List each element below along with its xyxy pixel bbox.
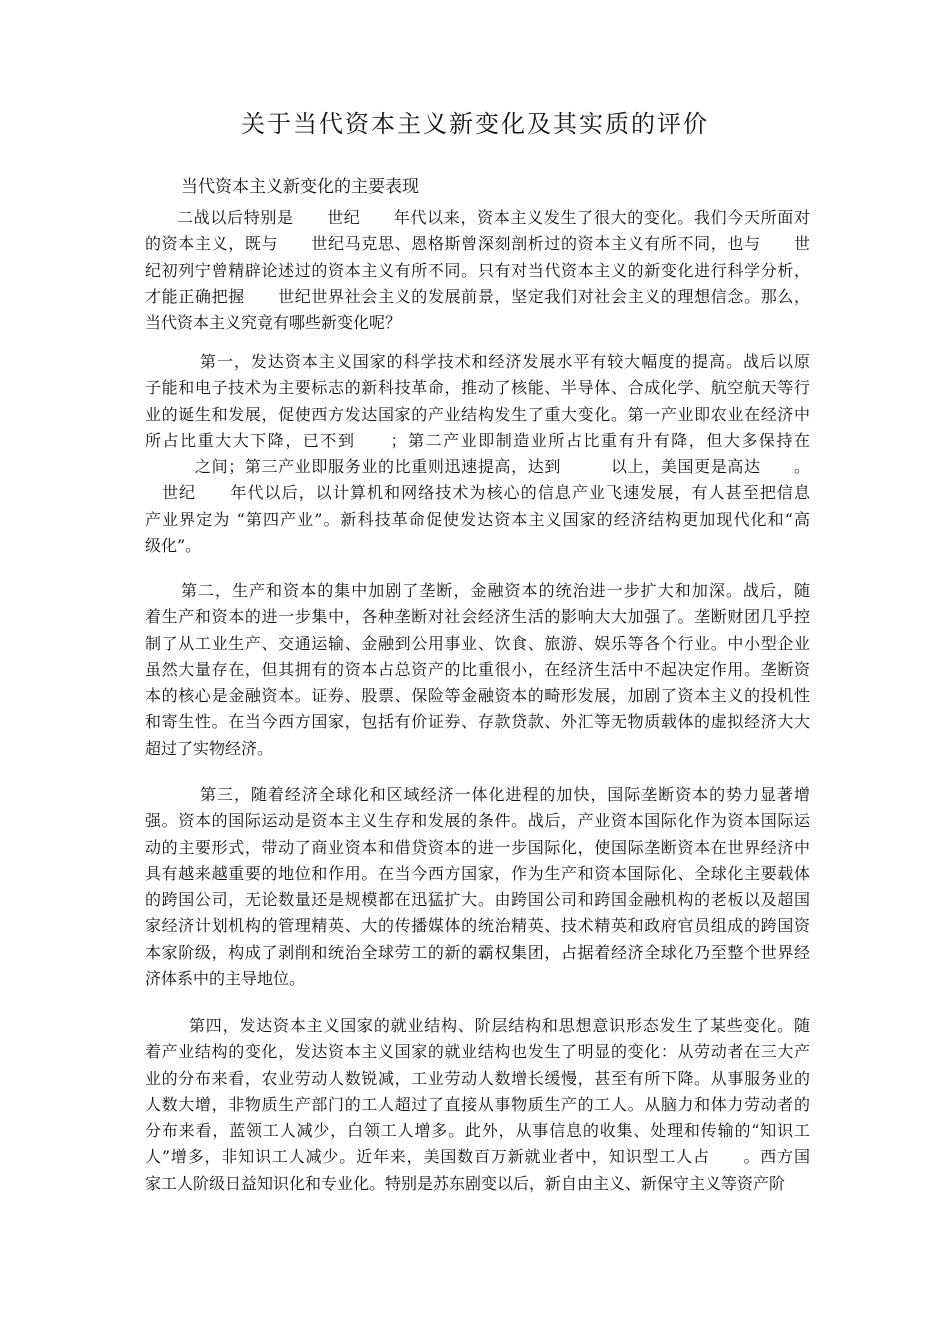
text-line: 动的主要形式，带动了商业资本和借贷资本的进一步国际化，使国际垄断资本在世界经济中 [145, 837, 810, 857]
text-line: 第二，生产和资本的集中加剧了垄断，金融资本的统治进一步扩大和加深。战后，随 [181, 581, 810, 600]
paragraph-5 [145, 1013, 810, 1197]
text-line: 世纪 年代以后，以计算机和网络技术为核心的信息产业飞速发展，有人甚至把信息 [145, 483, 810, 503]
text-line: 业的分布来看，农业劳动人数锐减，工业劳动人数增长缓慢，甚至有所下降。从事服务业的 [145, 1068, 810, 1088]
text-line: 子能和电子技术为主要标志的新科技革命，推动了核能、半导体、合成化学、航空航天等行 [145, 378, 810, 398]
text-line: 级化”。 [145, 536, 202, 556]
text-line: 超过了实物经济。 [145, 738, 274, 758]
text-line: 和寄生性。在当今西方国家，包括有价证券、存款贷款、外汇等无物质载体的虚拟经济大大 [145, 712, 810, 732]
text-line: 分布来看，蓝领工人减少，白领工人增多。此外，从事信息的收集、处理和传输的“知识工 [145, 1121, 810, 1141]
paragraph-1 [145, 205, 810, 336]
paragraph-2 [145, 349, 810, 559]
text-line: 家经济计划机构的管理精英、大的传播媒体的统治精英、技术精英和政府官员组成的跨国资 [145, 916, 810, 936]
text-line: 本的核心是金融资本。证券、股票、保险等金融资本的畸形发展，加剧了资本主义的投机性 [145, 686, 810, 706]
paragraph-4 [145, 782, 810, 992]
text-line: 本家阶级，构成了剥削和统治全球劳工的新的霸权集团，占据着经济全球化乃至整个世界经 [145, 942, 810, 962]
text-line: 二战以后特别是 世纪 年代以来，资本主义发生了很大的变化。我们今天所面对 [177, 208, 810, 227]
text-line: 第四，发达资本主义国家的就业结构、阶层结构和思想意识形态发生了某些变化。随 [189, 1016, 810, 1035]
paragraph-3 [145, 578, 810, 762]
text-line: 人”增多，非知识工人减少。近年来，美国数百万新就业者中，知识型工人占 。西方国 [145, 1147, 810, 1167]
text-line: 具有越来越重要的地位和作用。在当今西方国家，作为生产和资本国际化、全球化主要载体 [145, 863, 810, 883]
text-line: 第三，随着经济全球化和区域经济一体化进程的加快，国际垄断资本的势力显著增 [200, 785, 810, 804]
text-line: 第一，发达资本主义国家的科学技术和经济发展水平有较大幅度的提高。战后以原 [200, 352, 810, 371]
text-line: 之间；第三产业即服务业的比重则迅速提高，达到 以上，美国更是高达 。 [145, 457, 810, 477]
text-line: 制了从工业生产、交通运输、金融到公用事业、饮食、旅游、娱乐等各个行业。中小型企业 [145, 633, 810, 653]
text-line: 着生产和资本的进一步集中，各种垄断对社会经济生活的影响大大加强了。垄断财团几乎控 [145, 607, 810, 627]
document-title: 关于当代资本主义新变化及其实质的评价 [241, 110, 709, 138]
text-line: 业的诞生和发展，促使西方发达国家的产业结构发生了重大变化。第一产业即农业在经济中 [145, 404, 810, 424]
text-line: 纪初列宁曾精辟论述过的资本主义有所不同。只有对当代资本主义的新变化进行科学分析， [145, 260, 810, 280]
text-line: 虽然大量存在，但其拥有的资本占总资产的比重很小，在经济生活中不起决定作用。垄断资 [145, 659, 810, 679]
text-line: 产业界定为 “第四产业”。新科技革命促使发达资本主义国家的经济结构更加现代化和“高 [145, 509, 810, 529]
text-line: 的跨国公司，无论数量还是规模都在迅猛扩大。由跨国公司和跨国金融机构的老板以及超国 [145, 890, 810, 910]
text-line: 的资本主义，既与 世纪马克思、恩格斯曾深刻剖析过的资本主义有所不同，也与 世 [145, 234, 810, 254]
text-line: 当代资本主义究竟有哪些新变化呢？ [145, 313, 402, 333]
text-line: 济体系中的主导地位。 [145, 969, 306, 989]
section-heading: 当代资本主义新变化的主要表现 [181, 177, 419, 197]
text-line: 人数大增，非物质生产部门的工人超过了直接从事物质生产的工人。从脑力和体力劳动者的 [145, 1094, 810, 1114]
text-line: 才能正确把握 世纪世界社会主义的发展前景，坚定我们对社会主义的理想信念。那么， [145, 286, 810, 306]
text-line: 强。资本的国际运动是资本主义生存和发展的条件。战后，产业资本国际化作为资本国际运 [145, 811, 810, 831]
text-line: 所占比重大大下降，已不到 ；第二产业即制造业所占比重有升有降，但大多保持在 [145, 430, 810, 450]
text-line: 着产业结构的变化，发达资本主义国家的就业结构也发生了明显的变化：从劳动者在三大产 [145, 1042, 810, 1062]
text-line: 家工人阶级日益知识化和专业化。特别是苏东剧变以后，新自由主义、新保守主义等资产阶 [145, 1173, 786, 1193]
